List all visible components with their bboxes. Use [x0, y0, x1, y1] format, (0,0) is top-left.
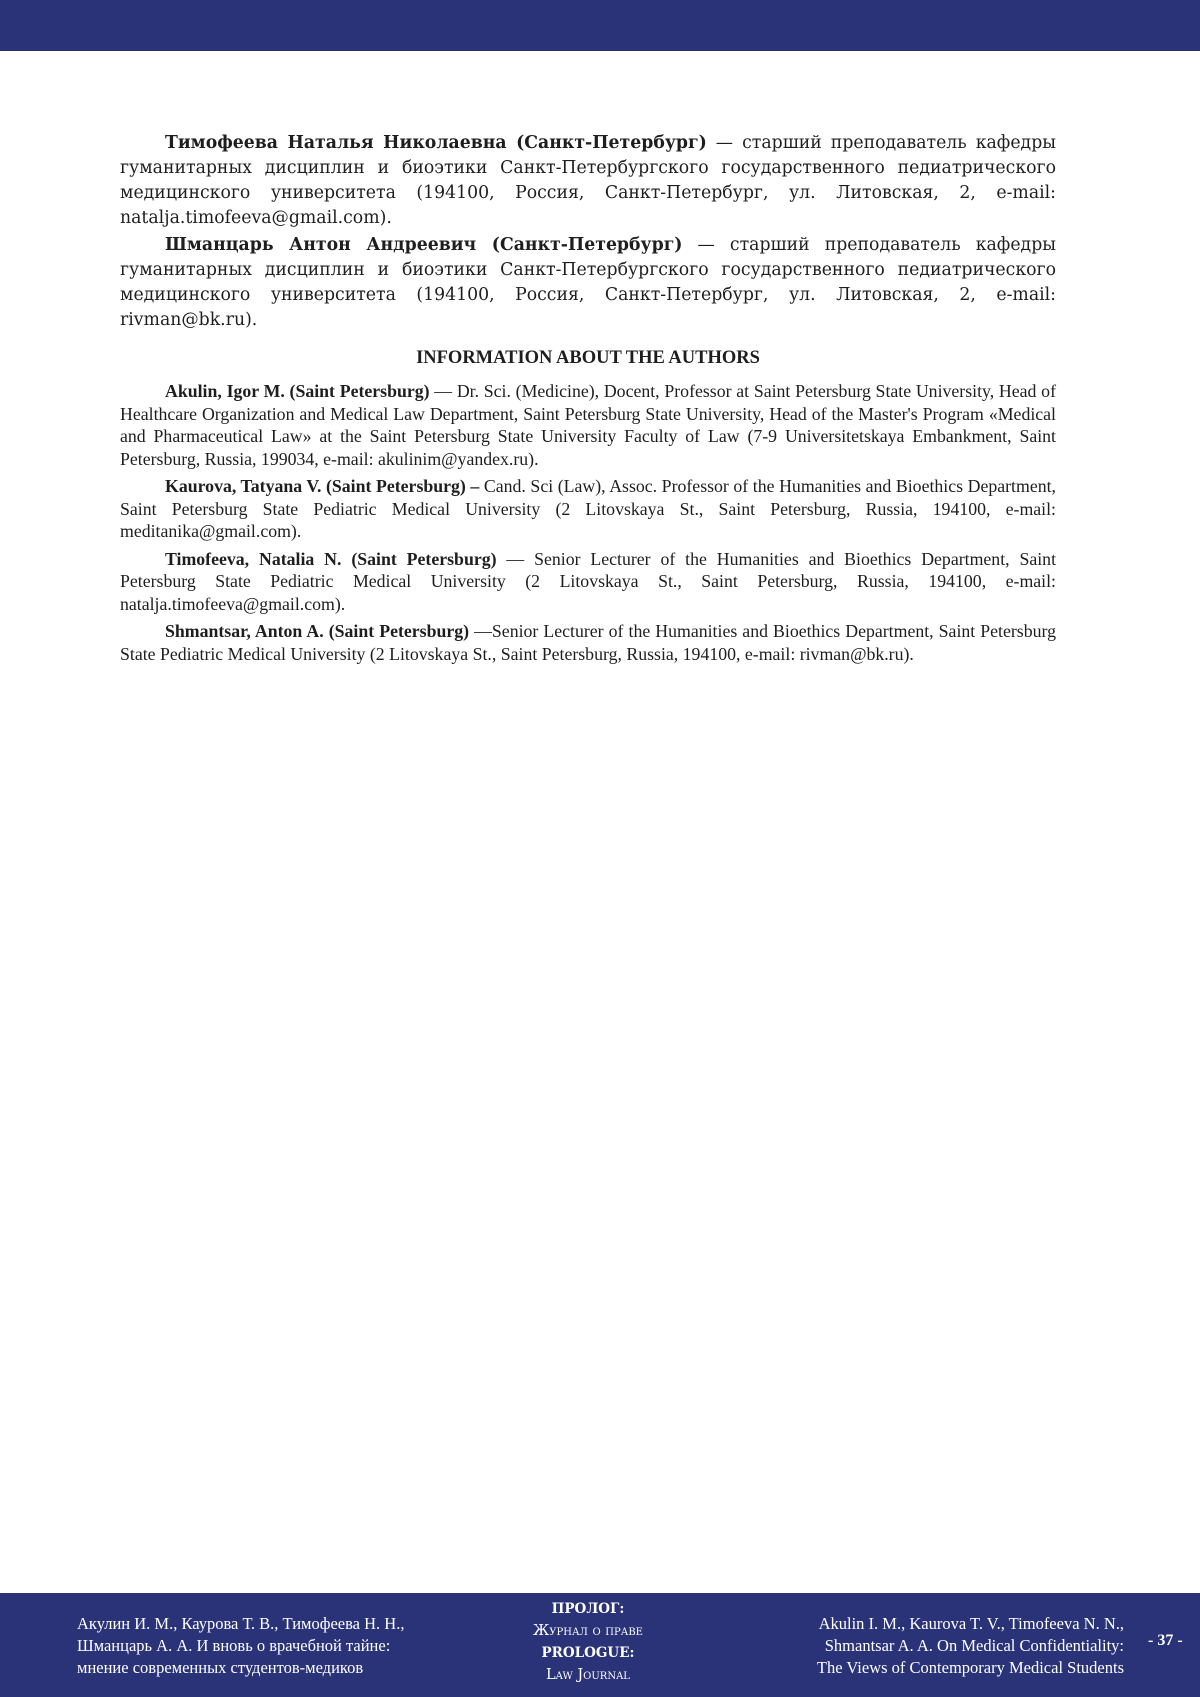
footer-citation-line: Shmantsar A. A. On Medical Confidentiality: — [824, 1636, 1124, 1655]
author-details: — старший преподаватель кафедры гуманитарных дисциплин и биоэтики Санкт-Петербургского государственного педиатрического медицинского университета (194100, Россия, Санкт-Петербург, ул. Литовская, 2, e-mail: natalja.timofeeva@gmail.com). — [120, 133, 1057, 228]
author-name: Kaurova, Tatyana V. (Saint Petersburg) – — [165, 476, 480, 496]
author-details: —Senior Lecturer of the Humanities and Bioethics Department, Saint Petersburg State Pediatric Medical University (2 Litovskaya St., Saint Petersburg, Russia, 194100, e-mail: rivman@bk.ru). — [120, 621, 1056, 664]
footer-citation-en — [817, 1613, 1124, 1679]
journal-title — [488, 1598, 688, 1686]
section-heading: INFORMATION ABOUT THE AUTHORS — [416, 348, 760, 368]
journal-ru-title: ПРОЛОГ: — [551, 1601, 625, 1617]
author-en-timofeeva — [120, 548, 1056, 616]
journal-en-subtitle: Law Journal — [546, 1667, 630, 1683]
author-details: — Senior Lecturer of the Humanities and Bioethics Department, Saint Petersburg State Pediatric Medical University (2 Litovskaya St., Saint Petersburg, Russia, 194100, e-mail: natalja.timofeeva@gmail.com). — [120, 548, 1057, 614]
author-en-akulin — [120, 380, 1056, 470]
footer-citation-line: Шманцарь А. А. И вновь о врачебной тайне: — [77, 1636, 391, 1655]
author-name: Timofeeva, Natalia N. (Saint Petersburg) — [165, 548, 497, 569]
authors-ru — [120, 131, 1056, 333]
author-details: — Dr. Sci. (Medicine), Docent, Professor at Saint Petersburg State University, Head of Healthcare Organization and Medical Law Department, Saint Petersburg State University, Head of the Master's Program «Medical and Pharmaceutical Law» at the Saint Petersburg State University Faculty of Law (7-9 Universitetskaya Embankment, Saint Petersburg, Russia, 199034, e-mail: akulinim@yandex.ru). — [120, 381, 1056, 469]
author-name: Шманцарь Антон Андреевич (Санкт-Петербург) — [165, 235, 683, 255]
author-en-shmantsar — [120, 620, 1056, 665]
main-content — [120, 131, 1056, 670]
author-name: Shmantsar, Anton A. (Saint Petersburg) — [165, 621, 470, 641]
author-name: Akulin, Igor M. (Saint Petersburg) — [165, 381, 430, 401]
journal-en-title: PROLOGUE: — [541, 1645, 635, 1661]
header-bar — [0, 0, 1200, 51]
footer-citation-line: Акулин И. М., Каурова Т. В., Тимофеева Н. Н., — [77, 1614, 405, 1633]
author-details: Cand. Sci (Law), Assoc. Professor of the Humanities and Bioethics Department, Saint Petersburg State Pediatric Medical University (2 Litovskaya St., Saint Petersburg, Russia, 194100, e-mail: meditanika@gmail.com). — [120, 476, 1056, 541]
footer-citation-line: The Views of Contemporary Medical Students — [816, 1658, 1124, 1677]
author-en-kaurova — [120, 475, 1056, 543]
page-number: - 37 - — [1148, 1632, 1183, 1649]
journal-ru-subtitle: Журнал о праве — [533, 1623, 643, 1639]
author-details: — старший преподаватель кафедры гуманитарных дисциплин и биоэтики Санкт-Петербургского государственного педиатрического медицинского университета (194100, Россия, Санкт-Петербург, ул. Литовская, 2, e-mail: rivman@bk.ru). — [120, 235, 1057, 330]
footer-citation-ru — [77, 1613, 404, 1679]
author-ru-shmantsar — [120, 233, 1056, 333]
author-ru-timofeeva — [120, 131, 1056, 231]
authors-en — [120, 380, 1056, 665]
footer-citation-line: Akulin I. M., Kaurova T. V., Timofeeva N. N., — [818, 1614, 1124, 1633]
author-name: Тимофеева Наталья Николаевна (Санкт-Петербург) — [165, 133, 707, 153]
footer-citation-line: мнение современных студентов-медиков — [77, 1658, 364, 1677]
footer-bar — [0, 1593, 1200, 1697]
